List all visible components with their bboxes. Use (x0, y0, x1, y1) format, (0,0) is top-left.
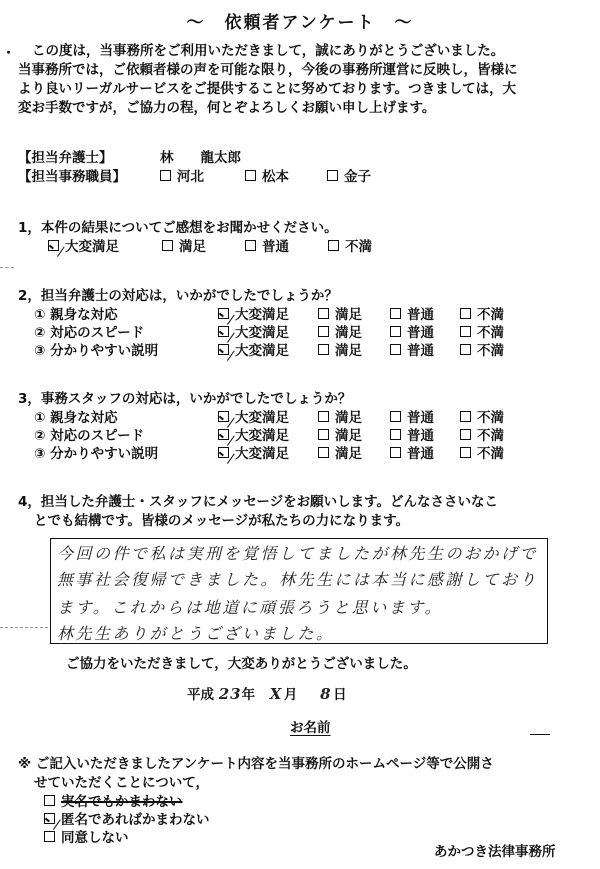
rating-option-normal[interactable] (390, 406, 434, 426)
intro-line: 変お手数ですが，ご協力の程，何とぞよろしくお願い申し上げます。 (18, 100, 436, 116)
option-label: 金子 (344, 169, 371, 185)
option-label: 満足 (335, 446, 362, 462)
thanks-text: ご協力をいただきまして，大変ありがとうございました。 (66, 656, 417, 672)
checkbox-icon[interactable] (44, 831, 55, 842)
date-month: X (269, 685, 284, 703)
checkbox-icon[interactable] (328, 240, 339, 251)
rating-option-satisfied[interactable] (318, 442, 362, 462)
rating-row-label: ② 対応のスピード (34, 428, 145, 444)
checkbox-icon[interactable] (460, 447, 471, 458)
consent-note-line1: ※ ご記入いただきましたアンケート内容を当事務所のホームページ等で公開さ (18, 756, 494, 772)
checkbox-icon[interactable] (460, 411, 471, 422)
option-label: 不満 (477, 428, 504, 444)
rating-option-normal[interactable] (390, 321, 434, 341)
checkbox-checked-icon[interactable] (218, 308, 229, 319)
option-label: 大変満足 (235, 325, 289, 341)
rating-option-satisfied[interactable] (318, 321, 362, 341)
rating-row-label: ① 親身な対応 (34, 307, 118, 323)
option-label: 大変満足 (235, 343, 289, 359)
checkbox-checked-icon[interactable] (48, 240, 59, 251)
rating-row (0, 339, 600, 357)
message-line: 今回の件で私は実刑を覚悟してましたが林先生のおかげで (57, 544, 539, 563)
option-label: 普通 (407, 343, 434, 359)
rating-option-normal[interactable] (390, 424, 434, 444)
q1-option-satisfied[interactable] (162, 235, 206, 255)
q2-question: 2，担当弁護士の対応は，いかがでしたでしょうか？ (18, 288, 338, 304)
q1-option-very-satisfied[interactable] (48, 235, 119, 255)
checkbox-icon[interactable] (160, 170, 171, 181)
option-label: 満足 (179, 239, 206, 255)
option-label: 満足 (335, 343, 362, 359)
option-label: 普通 (407, 446, 434, 462)
rating-option-normal[interactable] (390, 442, 434, 462)
rating-option-very-satisfied[interactable] (218, 442, 289, 462)
rating-option-satisfied[interactable] (318, 303, 362, 323)
checkbox-icon[interactable] (245, 170, 256, 181)
intro-line: この度は，当事務所をご利用いただきまして，誠にありがとうございました。 (32, 43, 505, 59)
q1-option-normal[interactable] (245, 235, 289, 255)
checkbox-icon[interactable] (390, 326, 401, 337)
checkbox-checked-icon[interactable] (218, 326, 229, 337)
rating-option-normal[interactable] (390, 303, 434, 323)
rating-option-satisfied[interactable] (318, 406, 362, 426)
checkbox-icon[interactable] (318, 326, 329, 337)
date-field[interactable] (187, 683, 347, 703)
rating-option-very-satisfied[interactable] (218, 406, 289, 426)
option-label: 満足 (335, 410, 362, 426)
checkbox-checked-icon[interactable] (218, 447, 229, 458)
rating-row (0, 442, 600, 460)
checkbox-checked-icon[interactable] (44, 813, 55, 824)
divider (0, 267, 14, 268)
option-label: 不満 (345, 239, 372, 255)
message-line: 無事社会復帰できました。林先生には本当に感謝しており (57, 570, 539, 589)
option-label: 大変満足 (235, 428, 289, 444)
rating-row (0, 321, 600, 339)
checkbox-icon[interactable] (318, 447, 329, 458)
divider (0, 627, 48, 628)
checkbox-icon[interactable] (245, 240, 256, 251)
checkbox-icon[interactable] (390, 344, 401, 355)
message-box[interactable] (50, 538, 548, 644)
rating-row-label: ② 対応のスピード (34, 325, 145, 341)
checkbox-icon[interactable] (460, 326, 471, 337)
rating-option-unsatisfied[interactable] (460, 303, 504, 323)
date-month-unit: 月 (283, 687, 298, 703)
option-label: 普通 (407, 428, 434, 444)
option-label: 大変満足 (235, 410, 289, 426)
date-day-unit: 日 (333, 687, 347, 703)
date-year: 23 (218, 685, 242, 703)
checkbox-icon[interactable] (44, 795, 55, 806)
option-label: 不満 (477, 343, 504, 359)
rating-row-label: ③ 分かりやすい説明 (34, 343, 159, 359)
date-day: 8 (320, 685, 334, 703)
q1-question: 1，本件の結果についてご感想をお聞かせください。 (18, 220, 338, 236)
consent-option-anonymous[interactable] (44, 808, 210, 828)
consent-note-line2: せていただくことについて， (34, 775, 209, 791)
option-label: 河北 (177, 169, 204, 185)
option-label: 同意しない (61, 830, 129, 846)
intro-line: より良いリーガルサービスをご提供することに努めております。つきましては，大 (18, 81, 517, 97)
rating-option-normal[interactable] (390, 339, 434, 359)
intro-text (18, 42, 518, 118)
checkbox-checked-icon[interactable] (218, 429, 229, 440)
rating-row (0, 303, 600, 321)
consent-option-real-name[interactable] (44, 790, 183, 810)
rating-row (0, 406, 600, 424)
option-label: 普通 (407, 307, 434, 323)
option-label: 満足 (335, 325, 362, 341)
checkbox-icon[interactable] (460, 308, 471, 319)
checkbox-icon[interactable] (390, 308, 401, 319)
checkbox-icon[interactable] (390, 447, 401, 458)
option-label: 不満 (477, 325, 504, 341)
message-line: 林先生ありがとうございました。 (57, 624, 335, 643)
q3-question: 3，事務スタッフの対応は，いかがでしたでしょうか？ (18, 391, 352, 407)
lawyer-label: 【担当弁護士】 (18, 150, 113, 166)
rating-row-label: ③ 分かりやすい説明 (34, 446, 159, 462)
checkbox-icon[interactable] (460, 344, 471, 355)
option-label: 普通 (262, 239, 289, 255)
rating-option-unsatisfied[interactable] (460, 406, 504, 426)
checkbox-icon[interactable] (390, 429, 401, 440)
rating-option-very-satisfied[interactable] (218, 303, 289, 323)
option-label: 大変満足 (235, 446, 289, 462)
checkbox-icon[interactable] (318, 308, 329, 319)
checkbox-icon[interactable] (318, 344, 329, 355)
intro-line: 当事務所では，ご依頼者様の声を可能な限り，今後の事務所運営に反映し，皆様に (18, 62, 518, 78)
option-label: 普通 (407, 410, 434, 426)
date-era: 平成 (187, 687, 214, 703)
option-label: 大変満足 (235, 307, 289, 323)
date-year-unit: 年 (241, 687, 256, 703)
checkbox-icon[interactable] (318, 429, 329, 440)
option-label: 満足 (335, 307, 362, 323)
checkbox-icon[interactable] (162, 240, 173, 251)
message-line: ます。これからは地道に頑張ろうと思います。 (57, 598, 443, 617)
checkbox-icon[interactable] (318, 411, 329, 422)
option-label: 不満 (477, 446, 504, 462)
intro-bullet: ・ (2, 46, 16, 61)
firm-name: あかつき法律事務所 (434, 844, 556, 860)
name-label: お名前 (290, 720, 331, 736)
rating-option-unsatisfied[interactable] (460, 339, 504, 359)
lawyer-name: 林 龍太郎 (160, 150, 241, 166)
option-label: 匿名であればかまわない (61, 812, 210, 828)
rating-option-unsatisfied[interactable] (460, 442, 504, 462)
option-label: 不満 (477, 410, 504, 426)
option-label: 松本 (262, 169, 289, 185)
option-label: 満足 (335, 428, 362, 444)
checkbox-icon[interactable] (460, 429, 471, 440)
option-label: 不満 (477, 307, 504, 323)
rating-option-unsatisfied[interactable] (460, 424, 504, 444)
checkbox-checked-icon[interactable] (218, 344, 229, 355)
page-title: ～ 依頼者アンケート ～ (186, 13, 414, 33)
checkbox-icon[interactable] (327, 170, 338, 181)
clerk-option-kaneko[interactable] (327, 165, 371, 185)
q4-question-line2: とでも結構です。皆様のメッセージが私たちの力になります。 (34, 513, 410, 529)
q4-question-line1: 4，担当した弁護士・スタッフにメッセージをお願いします。どんなささいなこ (18, 494, 499, 510)
clerk-option-matsumoto[interactable] (245, 165, 289, 185)
q1-option-unsatisfied[interactable] (328, 235, 372, 255)
rating-option-very-satisfied[interactable] (218, 424, 289, 444)
name-field[interactable] (530, 734, 550, 735)
rating-row (0, 424, 600, 442)
clerk-label: 【担当事務職員】 (18, 169, 126, 185)
option-label: 実名でもかまわない (61, 794, 183, 810)
rating-row-label: ① 親身な対応 (34, 410, 118, 426)
rating-option-very-satisfied[interactable] (218, 339, 289, 359)
clerk-option-kawakita[interactable] (160, 165, 204, 185)
checkbox-checked-icon[interactable] (218, 411, 229, 422)
rating-option-satisfied[interactable] (318, 339, 362, 359)
option-label: 普通 (407, 325, 434, 341)
checkbox-icon[interactable] (390, 411, 401, 422)
rating-option-very-satisfied[interactable] (218, 321, 289, 341)
rating-option-satisfied[interactable] (318, 424, 362, 444)
consent-option-disagree[interactable] (44, 826, 129, 846)
rating-option-unsatisfied[interactable] (460, 321, 504, 341)
option-label: 大変満足 (65, 239, 119, 255)
